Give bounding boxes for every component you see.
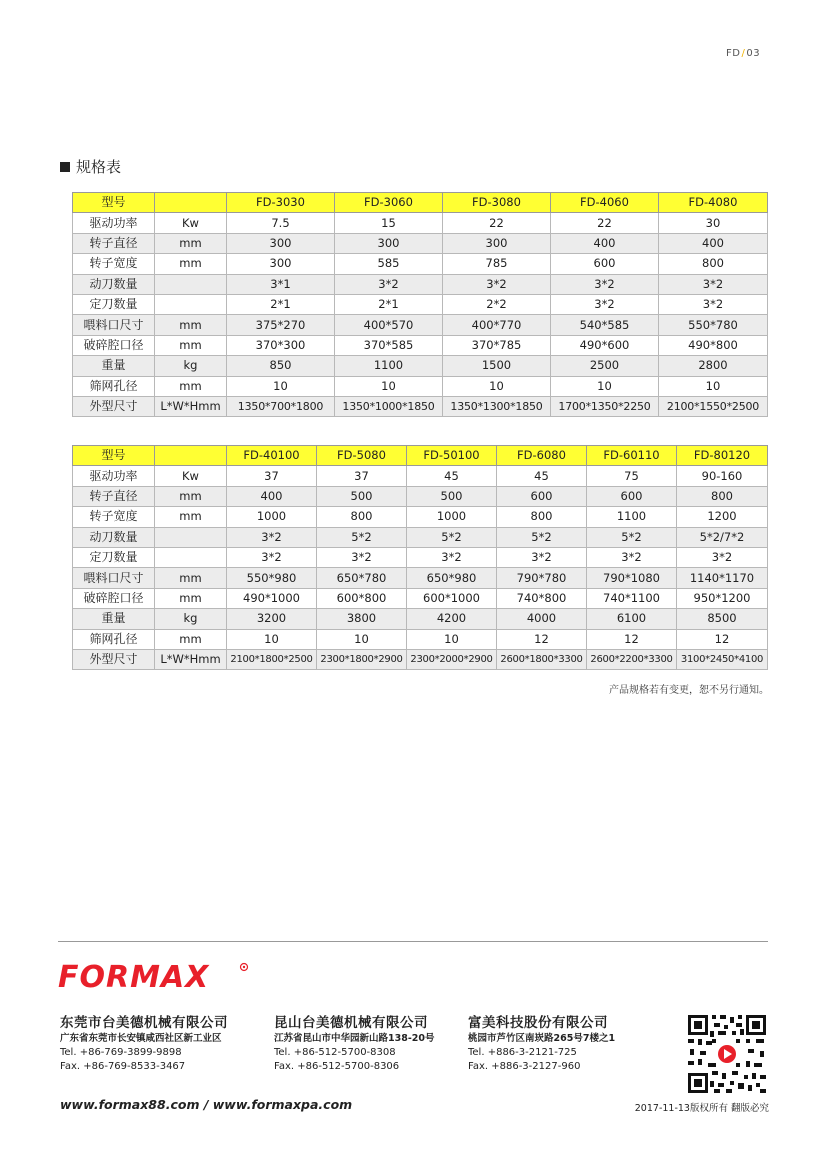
value-cell: 300 <box>443 233 551 253</box>
value-cell: 1100 <box>587 507 677 527</box>
value-cell: 1350*700*1800 <box>227 396 335 416</box>
value-cell: 650*780 <box>317 568 407 588</box>
value-cell: 490*800 <box>659 335 768 355</box>
section-title: 规格表 <box>60 156 121 177</box>
qr-code-icon[interactable] <box>686 1013 768 1095</box>
value-cell: 550*780 <box>659 315 768 335</box>
unit-cell: mm <box>155 588 227 608</box>
spec-change-note: 产品规格若有变更，恕不另行通知。 <box>609 685 769 696</box>
value-cell: 600*1000 <box>407 588 497 608</box>
value-cell: 785 <box>443 254 551 274</box>
value-cell: FD-4080 <box>659 193 768 213</box>
value-cell: FD-3030 <box>227 193 335 213</box>
value-cell: 370*300 <box>227 335 335 355</box>
value-cell: 650*980 <box>407 568 497 588</box>
value-cell: 740*1100 <box>587 588 677 608</box>
table-row <box>73 507 768 527</box>
table-row <box>73 254 768 274</box>
value-cell: 600 <box>551 254 659 274</box>
website-links[interactable]: www.formax88.com / www.formaxpa.com <box>60 1097 353 1112</box>
value-cell: 3*2 <box>659 294 768 314</box>
unit-cell: L*W*Hmm <box>155 649 227 669</box>
table-row <box>73 274 768 294</box>
value-cell: 1500 <box>443 356 551 376</box>
value-cell: 1140*1170 <box>677 568 768 588</box>
value-cell: 5*2/7*2 <box>677 527 768 547</box>
value-cell: 6100 <box>587 609 677 629</box>
value-cell: 800 <box>497 507 587 527</box>
value-cell: 10 <box>227 629 317 649</box>
row-label: 外型尺寸 <box>73 396 155 416</box>
value-cell: 4200 <box>407 609 497 629</box>
value-cell: 540*585 <box>551 315 659 335</box>
value-cell: 12 <box>587 629 677 649</box>
value-cell: 2500 <box>551 356 659 376</box>
value-cell: 1200 <box>677 507 768 527</box>
value-cell: 8500 <box>677 609 768 629</box>
value-cell: 10 <box>227 376 335 396</box>
value-cell: 800 <box>677 486 768 506</box>
unit-cell: mm <box>155 335 227 355</box>
value-cell: 600 <box>497 486 587 506</box>
value-cell: 500 <box>407 486 497 506</box>
table-row <box>73 356 768 376</box>
copyright-notice: 2017-11-13版权所有 翻版必究 <box>634 1103 769 1114</box>
value-cell: 400 <box>659 233 768 253</box>
value-cell: 3100*2450*4100 <box>677 649 768 669</box>
company-address: 桃园市芦竹区南崁路265号7楼之1 <box>468 1033 616 1044</box>
value-cell: 300 <box>227 254 335 274</box>
value-cell: 37 <box>317 466 407 486</box>
value-cell: 5*2 <box>497 527 587 547</box>
value-cell: 90-160 <box>677 466 768 486</box>
logo-text: FORMAX <box>58 960 210 993</box>
value-cell: 3*2 <box>317 547 407 567</box>
row-label: 转子宽度 <box>73 507 155 527</box>
value-cell: 400 <box>551 233 659 253</box>
table-row <box>73 213 768 233</box>
value-cell: 2300*1800*2900 <box>317 649 407 669</box>
square-bullet-icon <box>60 162 70 172</box>
row-label: 外型尺寸 <box>73 649 155 669</box>
value-cell: 2800 <box>659 356 768 376</box>
unit-cell: mm <box>155 629 227 649</box>
value-cell: 1000 <box>227 507 317 527</box>
value-cell: 10 <box>551 376 659 396</box>
row-label: 转子宽度 <box>73 254 155 274</box>
value-cell: 2600*2200*3300 <box>587 649 677 669</box>
value-cell: FD-50100 <box>407 446 497 466</box>
unit-cell: kg <box>155 356 227 376</box>
value-cell: 75 <box>587 466 677 486</box>
value-cell: 10 <box>659 376 768 396</box>
value-cell: 600*800 <box>317 588 407 608</box>
value-cell: 3*2 <box>659 274 768 294</box>
value-cell: 7.5 <box>227 213 335 233</box>
value-cell: 3*1 <box>227 274 335 294</box>
unit-cell: mm <box>155 568 227 588</box>
value-cell: 10 <box>335 376 443 396</box>
table-row <box>73 486 768 506</box>
formax-logo-icon <box>58 957 258 993</box>
value-cell: 2*1 <box>335 294 443 314</box>
row-label: 转子直径 <box>73 233 155 253</box>
value-cell: 2100*1800*2500 <box>227 649 317 669</box>
company-name: 富美科技股份有限公司 <box>468 1015 608 1031</box>
value-cell: 10 <box>443 376 551 396</box>
unit-cell: mm <box>155 376 227 396</box>
spec-table-1 <box>72 192 768 417</box>
unit-cell: Kw <box>155 466 227 486</box>
unit-cell <box>155 446 227 466</box>
table-row <box>73 547 768 567</box>
value-cell: 1700*1350*2250 <box>551 396 659 416</box>
unit-cell: mm <box>155 233 227 253</box>
value-cell: FD-5080 <box>317 446 407 466</box>
value-cell: 2*2 <box>443 294 551 314</box>
row-label: 驱动功率 <box>73 213 155 233</box>
value-cell: 3800 <box>317 609 407 629</box>
company-address: 广东省东莞市长安镇咸西社区新工业区 <box>60 1033 222 1044</box>
row-label: 喂料口尺寸 <box>73 315 155 335</box>
value-cell: 22 <box>551 213 659 233</box>
value-cell: 790*780 <box>497 568 587 588</box>
company-name: 东莞市台美德机械有限公司 <box>60 1015 228 1031</box>
value-cell: 400*570 <box>335 315 443 335</box>
value-cell: 1350*1000*1850 <box>335 396 443 416</box>
formax-logo <box>58 957 258 993</box>
value-cell: FD-40100 <box>227 446 317 466</box>
row-label: 动刀数量 <box>73 527 155 547</box>
value-cell: 3*2 <box>551 274 659 294</box>
value-cell: 2300*2000*2900 <box>407 649 497 669</box>
value-cell: FD-60110 <box>587 446 677 466</box>
value-cell: 1000 <box>407 507 497 527</box>
unit-cell <box>155 527 227 547</box>
row-label: 定刀数量 <box>73 294 155 314</box>
table-row <box>73 466 768 486</box>
row-label: 转子直径 <box>73 486 155 506</box>
unit-cell: kg <box>155 609 227 629</box>
value-cell: 12 <box>677 629 768 649</box>
value-cell: 3*2 <box>335 274 443 294</box>
spec-table-2 <box>72 445 768 670</box>
value-cell: 3200 <box>227 609 317 629</box>
table-row <box>73 396 768 416</box>
value-cell: 300 <box>335 233 443 253</box>
value-cell: 800 <box>659 254 768 274</box>
table-row <box>73 335 768 355</box>
value-cell: 500 <box>317 486 407 506</box>
value-cell: 45 <box>497 466 587 486</box>
unit-cell <box>155 193 227 213</box>
value-cell: 740*800 <box>497 588 587 608</box>
row-label: 驱动功率 <box>73 466 155 486</box>
company-fax: Fax. +86-769-8533-3467 <box>60 1061 186 1072</box>
value-cell: 12 <box>497 629 587 649</box>
row-label: 喂料口尺寸 <box>73 568 155 588</box>
value-cell: 550*980 <box>227 568 317 588</box>
value-cell: 45 <box>407 466 497 486</box>
unit-cell: mm <box>155 507 227 527</box>
unit-cell: mm <box>155 486 227 506</box>
value-cell: 3*2 <box>677 547 768 567</box>
value-cell: 3*2 <box>551 294 659 314</box>
company-kunshan <box>274 1014 435 1074</box>
value-cell: 3*2 <box>587 547 677 567</box>
value-cell: 1350*1300*1850 <box>443 396 551 416</box>
value-cell: 3*2 <box>227 547 317 567</box>
value-cell: 2100*1550*2500 <box>659 396 768 416</box>
value-cell: 950*1200 <box>677 588 768 608</box>
value-cell: 2600*1800*3300 <box>497 649 587 669</box>
value-cell: 22 <box>443 213 551 233</box>
value-cell: 1100 <box>335 356 443 376</box>
row-label: 定刀数量 <box>73 547 155 567</box>
value-cell: 400 <box>227 486 317 506</box>
table-row <box>73 376 768 396</box>
table-row <box>73 527 768 547</box>
table-row <box>73 294 768 314</box>
value-cell: 5*2 <box>317 527 407 547</box>
row-label: 重量 <box>73 356 155 376</box>
unit-cell: L*W*Hmm <box>155 396 227 416</box>
value-cell: 585 <box>335 254 443 274</box>
company-name: 昆山台美德机械有限公司 <box>274 1015 428 1031</box>
table-row <box>73 233 768 253</box>
value-cell: 370*785 <box>443 335 551 355</box>
value-cell: 5*2 <box>587 527 677 547</box>
value-cell: 3*2 <box>407 547 497 567</box>
table-row <box>73 629 768 649</box>
company-address: 江苏省昆山市中华园新山路138-20号 <box>274 1033 435 1044</box>
table-row <box>73 649 768 669</box>
table-row <box>73 446 768 466</box>
value-cell: 3*2 <box>497 547 587 567</box>
table-row <box>73 588 768 608</box>
unit-cell <box>155 547 227 567</box>
row-label: 型号 <box>73 193 155 213</box>
value-cell: 10 <box>407 629 497 649</box>
company-taoyuan <box>468 1014 615 1074</box>
value-cell: 490*1000 <box>227 588 317 608</box>
row-label: 动刀数量 <box>73 274 155 294</box>
row-label: 型号 <box>73 446 155 466</box>
row-label: 筛网孔径 <box>73 376 155 396</box>
table-row <box>73 568 768 588</box>
company-tel: Tel. +86-769-3899-9898 <box>60 1047 182 1058</box>
value-cell: FD-4060 <box>551 193 659 213</box>
value-cell: 5*2 <box>407 527 497 547</box>
value-cell: 790*1080 <box>587 568 677 588</box>
row-label: 破碎腔口径 <box>73 335 155 355</box>
value-cell: 3*2 <box>443 274 551 294</box>
unit-cell: Kw <box>155 213 227 233</box>
company-tel: Tel. +86-512-5700-8308 <box>274 1047 396 1058</box>
unit-cell <box>155 274 227 294</box>
value-cell: 10 <box>317 629 407 649</box>
table-row <box>73 193 768 213</box>
value-cell: 800 <box>317 507 407 527</box>
company-dongguan <box>60 1014 228 1074</box>
company-fax: Fax. +86-512-5700-8306 <box>274 1061 400 1072</box>
value-cell: 490*600 <box>551 335 659 355</box>
value-cell: 600 <box>587 486 677 506</box>
value-cell: 3*2 <box>227 527 317 547</box>
value-cell: FD-6080 <box>497 446 587 466</box>
value-cell: FD-3060 <box>335 193 443 213</box>
value-cell: 30 <box>659 213 768 233</box>
value-cell: 37 <box>227 466 317 486</box>
value-cell: 4000 <box>497 609 587 629</box>
value-cell: 2*1 <box>227 294 335 314</box>
footer-divider <box>58 941 768 942</box>
page-number: FD/03 <box>726 48 761 59</box>
unit-cell: mm <box>155 254 227 274</box>
value-cell: 400*770 <box>443 315 551 335</box>
value-cell: 375*270 <box>227 315 335 335</box>
company-tel: Tel. +886-3-2121-725 <box>468 1047 577 1058</box>
value-cell: 370*585 <box>335 335 443 355</box>
value-cell: FD-80120 <box>677 446 768 466</box>
unit-cell: mm <box>155 315 227 335</box>
row-label: 重量 <box>73 609 155 629</box>
table-row <box>73 315 768 335</box>
value-cell: 15 <box>335 213 443 233</box>
row-label: 破碎腔口径 <box>73 588 155 608</box>
value-cell: 300 <box>227 233 335 253</box>
company-fax: Fax. +886-3-2127-960 <box>468 1061 581 1072</box>
value-cell: 850 <box>227 356 335 376</box>
row-label: 筛网孔径 <box>73 629 155 649</box>
value-cell: FD-3080 <box>443 193 551 213</box>
unit-cell <box>155 294 227 314</box>
table-row <box>73 609 768 629</box>
